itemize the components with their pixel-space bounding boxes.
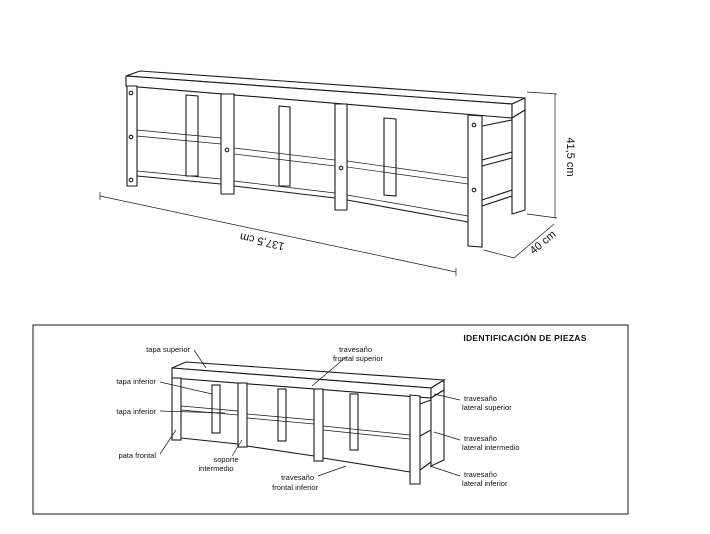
side-rail-top — [482, 120, 512, 126]
label-frontal-inferior: frontal inferior — [272, 483, 318, 492]
legend-side-rail — [420, 462, 431, 470]
label-travesano: travesaño — [281, 473, 314, 482]
label-intermedio: intermedio — [198, 464, 234, 473]
assembled-furniture-drawing — [100, 71, 557, 276]
legend-front-leg — [238, 383, 247, 447]
label-tapa-inferior: tapa inferior — [116, 377, 156, 386]
legend-side-rail — [420, 430, 431, 436]
legend-shelf — [323, 426, 410, 439]
back-leg-right — [512, 110, 525, 214]
label-travesano: travesaño — [464, 394, 497, 403]
bottom-rail-left — [137, 176, 221, 184]
middle-shelf-right — [347, 161, 468, 184]
depth-extension-line — [484, 250, 514, 258]
legend-front-leg-right — [410, 395, 420, 484]
label-lateral-intermedio: lateral intermedio — [462, 443, 520, 452]
leader-line — [232, 440, 242, 456]
leader-line — [160, 382, 212, 394]
legend-front-leg — [314, 389, 323, 461]
leader-line — [430, 466, 460, 476]
bottom-rail-line — [347, 195, 468, 216]
label-tapa-superior: tapa superior — [146, 345, 190, 354]
bottom-rail-line — [137, 171, 221, 179]
legend-bottom-rail — [181, 438, 238, 444]
front-leg-mid-right — [335, 104, 347, 210]
bottom-rail-mid — [234, 186, 335, 198]
label-tapa-inferior: tapa inferior — [116, 407, 156, 416]
label-travesano: travesaño — [339, 345, 372, 354]
legend-front-leg — [172, 378, 181, 440]
parts-legend-box — [33, 325, 628, 514]
label-travesano: travesaño — [464, 470, 497, 479]
label-lateral-inferior: lateral inferior — [462, 479, 508, 488]
label-soporte: soporte — [213, 455, 239, 464]
side-rail-bottom-line — [482, 196, 512, 206]
height-extension-line — [527, 92, 557, 94]
label-lateral-superior: lateral superior — [462, 403, 512, 412]
leader-line — [160, 430, 176, 454]
front-leg-mid-left — [221, 94, 234, 194]
bottom-rail-right — [347, 200, 468, 222]
height-extension-line — [527, 214, 557, 218]
legend-back-leg — [350, 394, 358, 450]
legend-back-leg — [278, 389, 286, 441]
label-frontal-superior: frontal superior — [332, 354, 383, 363]
front-leg-right — [468, 115, 482, 247]
depth-dimension-label: 40 cm — [527, 228, 559, 257]
length-dimension-label: 137,5 cm — [238, 230, 286, 252]
legend-shelf — [181, 406, 238, 415]
back-leg — [384, 118, 396, 196]
height-dimension-label: 41,5 cm — [564, 137, 576, 177]
legend-side-rail — [420, 400, 431, 404]
legend-back-leg-right — [431, 390, 444, 466]
leader-line — [318, 466, 346, 476]
side-rail-bottom — [482, 190, 512, 200]
back-leg — [279, 106, 290, 186]
label-travesano: travesaño — [464, 434, 497, 443]
legend-bottom-rail — [247, 446, 314, 456]
label-pata-frontal: pata frontal — [118, 451, 156, 460]
length-dimension-line — [100, 196, 456, 272]
legend-title: IDENTIFICACIÓN DE PIEZAS — [463, 333, 587, 343]
middle-shelf-left — [137, 130, 221, 144]
